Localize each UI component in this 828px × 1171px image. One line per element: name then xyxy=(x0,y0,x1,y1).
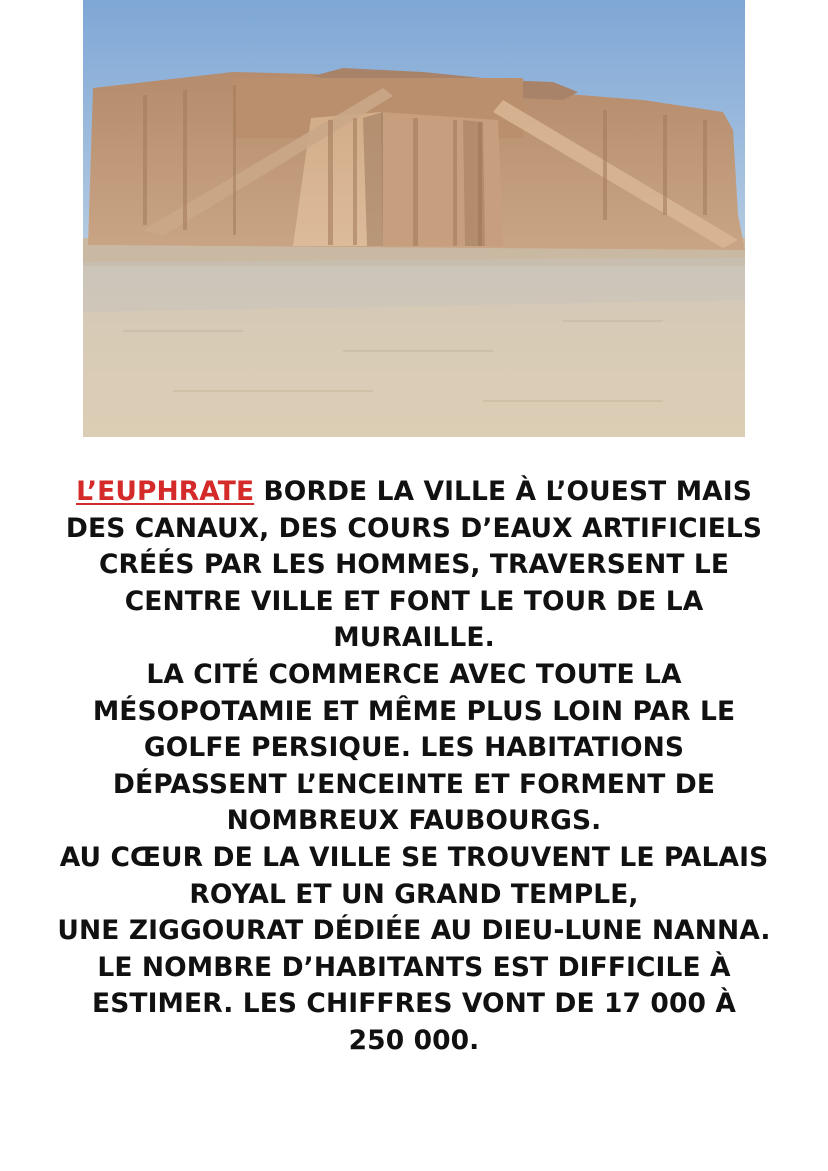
text-line: MURAILLE. xyxy=(333,622,495,654)
body-text xyxy=(0,474,828,1060)
text-line: 250 000. xyxy=(348,1024,480,1056)
text-line: ROYAL ET UN GRAND TEMPLE, xyxy=(189,878,639,910)
text-line: UNE ZIGGOURAT DÉDIÉE AU DIEU-LUNE NANNA. xyxy=(57,915,771,947)
euphrate-highlight: L’EUPHRATE xyxy=(76,476,255,507)
text-line xyxy=(0,474,828,511)
text-line: MÉSOPOTAMIE ET MÊME PLUS LOIN PAR LE xyxy=(92,695,736,727)
text-line: AU CŒUR DE LA VILLE SE TROUVENT LE PALAIS xyxy=(59,841,769,873)
text-line: ESTIMER. LES CHIFFRES VONT DE 17 000 À xyxy=(92,988,736,1020)
ziggurat-photo xyxy=(83,0,745,437)
text-line-rest: BORDE LA VILLE À L’OUEST MAIS xyxy=(254,476,752,507)
text-line: GOLFE PERSIQUE. LES HABITATIONS xyxy=(143,732,685,764)
text-line: CENTRE VILLE ET FONT LE TOUR DE LA xyxy=(124,585,704,617)
text-line: DES CANAUX, DES COURS D’EAUX ARTIFICIELS xyxy=(65,512,763,544)
text-line: LA CITÉ COMMERCE AVEC TOUTE LA xyxy=(146,658,682,690)
text-line: LE NOMBRE D’HABITANTS EST DIFFICILE À xyxy=(97,951,731,983)
text-line: NOMBREUX FAUBOURGS. xyxy=(226,805,602,837)
text-line: DÉPASSENT L’ENCEINTE ET FORMENT DE xyxy=(112,768,716,800)
text-line: CRÉÉS PAR LES HOMMES, TRAVERSENT LE xyxy=(98,549,730,581)
